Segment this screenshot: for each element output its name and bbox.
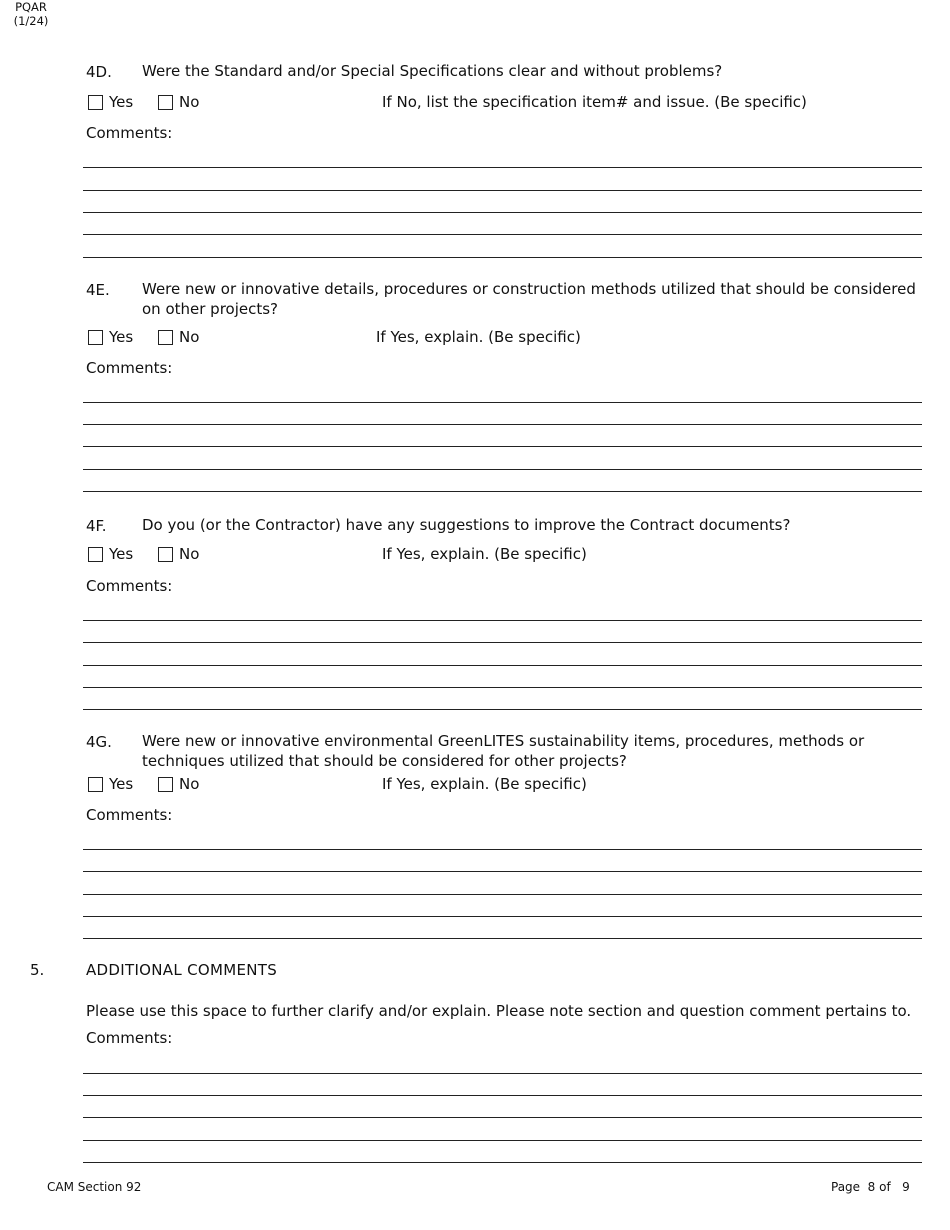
comments-label: Comments: [86,124,173,142]
comment-line[interactable] [83,1095,922,1096]
comment-line[interactable] [83,1117,922,1118]
yes-option[interactable] [88,328,133,346]
comment-line[interactable] [83,642,922,643]
section-instruction: Please use this space to further clarify and/or explain. Please note section and question comment pertains to. [86,1002,912,1020]
no-checkbox[interactable] [158,95,173,110]
no-option[interactable] [158,545,199,563]
question-number: 4D. [86,63,112,81]
form-code: PQAR [15,0,47,14]
comment-line[interactable] [83,871,922,872]
section-title: ADDITIONAL COMMENTS [86,961,278,979]
no-checkbox[interactable] [158,330,173,345]
comment-line[interactable] [83,469,922,470]
comment-line[interactable] [83,894,922,895]
comment-line[interactable] [83,257,922,258]
question-text: Do you (or the Contractor) have any suggestions to improve the Contract documents? [142,516,791,534]
comments-label: Comments: [86,359,173,377]
comment-line[interactable] [83,916,922,917]
question-number: 4E. [86,281,110,299]
question-instruction: If Yes, explain. (Be specific) [382,545,587,563]
comment-line[interactable] [83,491,922,492]
yes-checkbox[interactable] [88,547,103,562]
question-instruction: If No, list the specification item# and issue. (Be specific) [382,93,807,111]
question-number: 4F. [86,517,107,535]
yes-checkbox[interactable] [88,777,103,792]
yes-label: Yes [109,545,134,563]
no-label: No [179,775,200,793]
comment-line[interactable] [83,446,922,447]
yes-checkbox[interactable] [88,95,103,110]
comment-line[interactable] [83,402,922,403]
form-date: (1/24) [13,14,49,28]
comment-line[interactable] [83,709,922,710]
no-label: No [179,328,200,346]
footer-section-ref: CAM Section 92 [47,1180,142,1194]
no-label: No [179,545,200,563]
comment-line[interactable] [83,167,922,168]
comment-line[interactable] [83,212,922,213]
comment-line[interactable] [83,1162,922,1163]
question-number: 4G. [86,733,112,751]
yes-option[interactable] [88,775,133,793]
comment-line[interactable] [83,938,922,939]
comment-line[interactable] [83,234,922,235]
yes-option[interactable] [88,545,133,563]
comments-label: Comments: [86,806,173,824]
yes-label: Yes [109,775,134,793]
question-text: Were the Standard and/or Special Specifications clear and without problems? [142,62,723,80]
yes-label: Yes [109,328,134,346]
question-instruction: If Yes, explain. (Be specific) [382,775,587,793]
yes-checkbox[interactable] [88,330,103,345]
yes-label: Yes [109,93,134,111]
section-number: 5. [30,961,45,979]
yes-option[interactable] [88,93,133,111]
no-checkbox[interactable] [158,547,173,562]
no-checkbox[interactable] [158,777,173,792]
question-text: Were new or innovative details, procedures or construction methods utilized that should be considered on other projects? [142,280,916,318]
comment-line[interactable] [83,665,922,666]
comment-line[interactable] [83,190,922,191]
comment-line[interactable] [83,1140,922,1141]
comment-line[interactable] [83,849,922,850]
comment-line[interactable] [83,1073,922,1074]
no-option[interactable] [158,328,199,346]
no-option[interactable] [158,775,199,793]
form-identifier [0,0,62,28]
question-text: Were new or innovative environmental GreenLITES sustainability items, procedures, methods or techniques utilized that should be considered for other projects? [142,732,865,770]
comment-line[interactable] [83,687,922,688]
footer-page-number: Page 8 of 9 [831,1180,910,1194]
no-label: No [179,93,200,111]
comments-label: Comments: [86,577,173,595]
question-instruction: If Yes, explain. (Be specific) [376,328,581,346]
no-option[interactable] [158,93,199,111]
comments-label: Comments: [86,1029,173,1047]
comment-line[interactable] [83,620,922,621]
comment-line[interactable] [83,424,922,425]
